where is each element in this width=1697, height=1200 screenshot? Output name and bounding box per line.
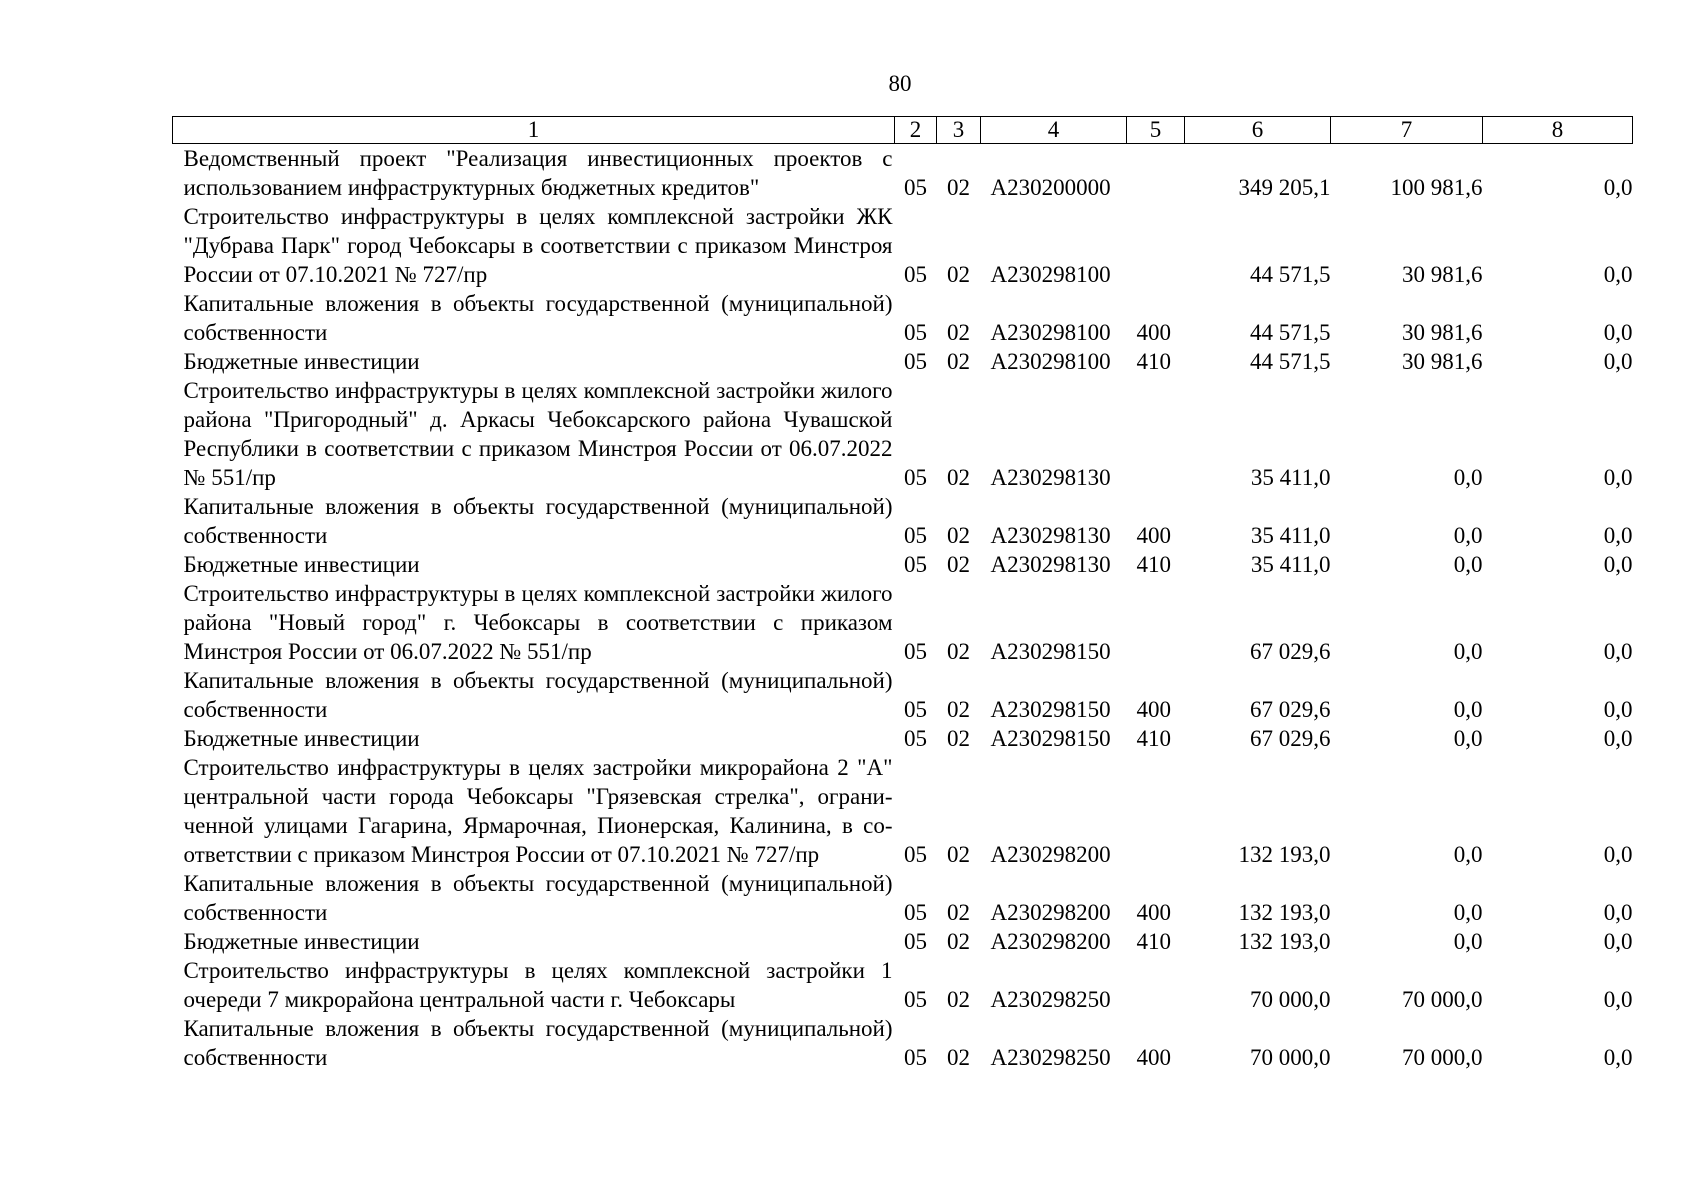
row-name: Строительство инфраструктуры в целях комплексной застройки 1 очереди 7 микрорайона центральной части г. Чебоксары <box>183 958 893 1012</box>
row-expense-type <box>1127 956 1185 1014</box>
row-name: Капитальные вложения в объекты государственной (муниципальной) собственности <box>183 494 893 548</box>
table-row <box>173 492 1633 550</box>
row-name: Ведомственный проект "Реализация инвестиционных проектов с использованием инфраструктурных бюджетных кредитов" <box>183 146 893 200</box>
row-expense-type: 400 <box>1136 697 1171 722</box>
row-amount-7: 0,0 <box>1453 523 1483 548</box>
row-expense-type: 400 <box>1136 900 1171 925</box>
row-amount-7: 0,0 <box>1453 842 1483 867</box>
row-amount-8: 0,0 <box>1603 987 1633 1012</box>
row-amount-8: 0,0 <box>1603 175 1633 200</box>
row-name: Капитальные вложения в объекты государственной (муниципальной) собственности <box>183 291 893 345</box>
row-target-article: А230298150 <box>990 697 1111 722</box>
row-amount-8: 0,0 <box>1603 1045 1633 1070</box>
table-row <box>173 753 1633 869</box>
row-amount-6: 349 205,1 <box>1238 175 1331 200</box>
row-name: Капитальные вложения в объекты государственной (муниципальной) собственности <box>183 668 893 722</box>
row-amount-6: 35 411,0 <box>1250 523 1331 548</box>
row-amount-7: 0,0 <box>1453 697 1483 722</box>
row-subsection: 02 <box>947 929 970 954</box>
row-target-article: А230298130 <box>990 523 1111 548</box>
row-subsection: 02 <box>947 349 970 374</box>
row-amount-7: 70 000,0 <box>1402 1045 1483 1070</box>
row-subsection: 02 <box>947 726 970 751</box>
row-section: 05 <box>904 987 927 1012</box>
row-target-article: А230298200 <box>990 929 1111 954</box>
row-amount-8: 0,0 <box>1603 726 1633 751</box>
row-target-article: А230298100 <box>990 349 1111 374</box>
row-target-article: А230298200 <box>990 900 1111 925</box>
row-amount-6: 44 571,5 <box>1250 320 1331 345</box>
row-amount-7: 100 981,6 <box>1390 175 1483 200</box>
row-expense-type: 410 <box>1136 349 1171 374</box>
row-expense-type <box>1127 144 1185 203</box>
row-expense-type: 410 <box>1136 552 1171 577</box>
row-target-article: А230200000 <box>990 175 1111 200</box>
row-subsection: 02 <box>947 639 970 664</box>
table-row <box>173 1014 1633 1072</box>
row-amount-8: 0,0 <box>1603 465 1633 490</box>
row-subsection: 02 <box>947 523 970 548</box>
row-name: Бюджетные инвестиции <box>183 726 420 751</box>
row-amount-7: 0,0 <box>1453 639 1483 664</box>
table-row <box>173 579 1633 666</box>
row-section: 05 <box>904 320 927 345</box>
row-name: Капитальные вложения в объекты государственной (муниципальной) собственности <box>183 1016 893 1070</box>
row-section: 05 <box>904 929 927 954</box>
row-amount-8: 0,0 <box>1603 552 1633 577</box>
row-section: 05 <box>904 349 927 374</box>
row-amount-7: 0,0 <box>1453 726 1483 751</box>
row-section: 05 <box>904 900 927 925</box>
row-subsection: 02 <box>947 842 970 867</box>
row-amount-7: 30 981,6 <box>1402 349 1483 374</box>
row-expense-type: 410 <box>1136 929 1171 954</box>
column-header-2: 2 <box>895 117 937 144</box>
row-target-article: А230298250 <box>990 987 1111 1012</box>
row-amount-8: 0,0 <box>1603 262 1633 287</box>
table-row <box>173 550 1633 579</box>
row-subsection: 02 <box>947 465 970 490</box>
row-subsection: 02 <box>947 697 970 722</box>
table-body <box>173 144 1633 1073</box>
row-subsection: 02 <box>947 552 970 577</box>
row-name: Строительство инфраструктуры в целях застройки микрорайона 2 "А" центральной части города Чебоксары "Грязевская стрелка", ограниченной улицами Гагарина, Ярмарочная, Пионерская, Калинина, в соответствии с приказом Минстроя России от 07.10.2021 № 727/пр <box>183 755 893 867</box>
row-amount-6: 70 000,0 <box>1250 987 1331 1012</box>
row-amount-7: 30 981,6 <box>1402 320 1483 345</box>
row-amount-6: 35 411,0 <box>1250 465 1331 490</box>
row-section: 05 <box>904 1045 927 1070</box>
row-expense-type <box>1127 202 1185 289</box>
row-amount-6: 44 571,5 <box>1250 349 1331 374</box>
row-target-article: А230298100 <box>990 262 1111 287</box>
row-name: Строительство инфраструктуры в целях комплексной застройки жилого района "Новый город" г. Чебоксары в соответствии с приказом Минстроя России от 06.07.2022 № 551/пр <box>183 581 893 664</box>
row-section: 05 <box>904 726 927 751</box>
row-amount-6: 132 193,0 <box>1238 900 1331 925</box>
row-amount-6: 67 029,6 <box>1250 726 1331 751</box>
row-target-article: А230298200 <box>990 842 1111 867</box>
row-section: 05 <box>904 842 927 867</box>
row-section: 05 <box>904 262 927 287</box>
row-amount-7: 30 981,6 <box>1402 262 1483 287</box>
row-target-article: А230298130 <box>990 552 1111 577</box>
row-name: Бюджетные инвестиции <box>183 929 420 954</box>
row-amount-6: 132 193,0 <box>1238 842 1331 867</box>
row-amount-6: 70 000,0 <box>1250 1045 1331 1070</box>
table-row <box>173 144 1633 203</box>
row-amount-7: 0,0 <box>1453 465 1483 490</box>
column-header-7: 7 <box>1331 117 1483 144</box>
row-section: 05 <box>904 175 927 200</box>
row-amount-8: 0,0 <box>1603 639 1633 664</box>
row-expense-type <box>1127 753 1185 869</box>
page-number: 80 <box>888 71 912 96</box>
row-expense-type <box>1127 579 1185 666</box>
row-expense-type: 400 <box>1136 523 1171 548</box>
row-section: 05 <box>904 523 927 548</box>
row-amount-6: 44 571,5 <box>1250 262 1331 287</box>
row-subsection: 02 <box>947 262 970 287</box>
header-row <box>173 117 1633 144</box>
row-amount-6: 67 029,6 <box>1250 697 1331 722</box>
row-name: Капитальные вложения в объекты государственной (муниципальной) собственности <box>183 871 893 925</box>
table-row <box>173 347 1633 376</box>
row-amount-8: 0,0 <box>1603 929 1633 954</box>
row-target-article: А230298150 <box>990 639 1111 664</box>
row-expense-type: 410 <box>1136 726 1171 751</box>
row-subsection: 02 <box>947 1045 970 1070</box>
table-row <box>173 289 1633 347</box>
row-target-article: А230298150 <box>990 726 1111 751</box>
table-row <box>173 202 1633 289</box>
table-header <box>173 117 1633 144</box>
table-row <box>173 927 1633 956</box>
row-amount-7: 0,0 <box>1453 929 1483 954</box>
row-expense-type: 400 <box>1136 1045 1171 1070</box>
row-subsection: 02 <box>947 900 970 925</box>
row-amount-7: 0,0 <box>1453 552 1483 577</box>
table-row <box>173 666 1633 724</box>
table-row <box>173 724 1633 753</box>
row-amount-6: 67 029,6 <box>1250 639 1331 664</box>
row-subsection: 02 <box>947 987 970 1012</box>
row-section: 05 <box>904 697 927 722</box>
row-section: 05 <box>904 639 927 664</box>
row-amount-7: 0,0 <box>1453 900 1483 925</box>
row-amount-8: 0,0 <box>1603 697 1633 722</box>
row-target-article: А230298100 <box>990 320 1111 345</box>
column-header-1: 1 <box>173 117 895 144</box>
row-amount-7: 70 000,0 <box>1402 987 1483 1012</box>
row-amount-6: 132 193,0 <box>1238 929 1331 954</box>
row-amount-6: 35 411,0 <box>1250 552 1331 577</box>
row-amount-8: 0,0 <box>1603 523 1633 548</box>
row-amount-8: 0,0 <box>1603 349 1633 374</box>
column-header-4: 4 <box>981 117 1127 144</box>
row-name: Строительство инфраструктуры в целях комплексной застройки ЖК "Дубрава Парк" город Чебоксары в соответствии с приказом Минстроя России от 07.10.2021 № 727/пр <box>183 204 893 287</box>
row-name: Бюджетные инвестиции <box>183 552 420 577</box>
column-header-3: 3 <box>937 117 981 144</box>
budget-table <box>172 116 1633 1072</box>
row-subsection: 02 <box>947 175 970 200</box>
column-header-6: 6 <box>1185 117 1331 144</box>
row-subsection: 02 <box>947 320 970 345</box>
row-section: 05 <box>904 552 927 577</box>
row-target-article: А230298250 <box>990 1045 1111 1070</box>
row-target-article: А230298130 <box>990 465 1111 490</box>
row-amount-8: 0,0 <box>1603 320 1633 345</box>
table-row <box>173 869 1633 927</box>
row-expense-type: 400 <box>1136 320 1171 345</box>
row-expense-type <box>1127 376 1185 492</box>
table-row <box>173 956 1633 1014</box>
row-name: Бюджетные инвестиции <box>183 349 420 374</box>
row-name: Строительство инфраструктуры в целях комплексной застройки жилого района "Пригородный" д. Аркасы Чебоксарского района Чувашской Республики в соответствии с приказом Минстроя России от 06.07.2022 № 551/пр <box>183 378 893 490</box>
row-amount-8: 0,0 <box>1603 900 1633 925</box>
column-header-5: 5 <box>1127 117 1185 144</box>
table-row <box>173 376 1633 492</box>
row-amount-8: 0,0 <box>1603 842 1633 867</box>
row-section: 05 <box>904 465 927 490</box>
column-header-8: 8 <box>1483 117 1633 144</box>
